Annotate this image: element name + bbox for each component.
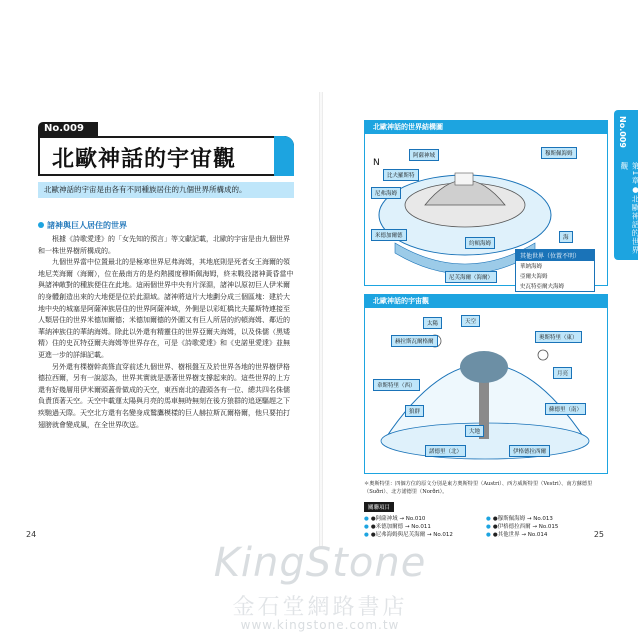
related-items [364,494,608,539]
label-yggdrasil: 伊格德拉西爾 [509,445,550,457]
paragraph: 根據《詩歌愛達》的「女先知的預言」等文獻記載，北歐的宇宙是由九個世界和一株世界樹所構成的。 [38,235,290,255]
other-world-item: 亞爾夫海姆 [520,274,548,280]
label-sun: 太陽 [423,317,442,329]
label-north: 諾德里（北） [425,445,466,457]
other-world-item: 華納海姆 [520,264,543,270]
other-worlds-box [515,249,595,292]
tree-crown [460,351,508,383]
section-heading [38,220,127,231]
section-heading-text: 諸神與巨人居住的世界 [47,221,127,230]
world-structure-figure [364,120,608,290]
left-page [18,92,318,548]
label-asgard: 阿薩神域 [409,149,439,161]
page-title: 北歐神話的宇宙觀 [52,147,237,172]
title-box [38,136,294,176]
other-world-item: 史瓦特亞爾夫海姆 [520,284,565,290]
lead-summary: 北歐神話的宇宙是由各有不同種族居住的九個世界所構成的。 [38,182,294,198]
chapter-side-tab [614,110,638,260]
watermark-url: www.kingstone.com.tw [240,618,400,632]
related-item: ● ●阿薩神域 → No.010 [364,515,486,523]
article-number-tag: No.009 [38,122,98,136]
cosmology-figure [364,294,608,474]
book-gutter [319,92,323,548]
paragraph: 另外還有棵樹幹高聳直穿前述九個世界、樹根盤互及於世界各地的世界樹伊格德拉西爾，另有一說認為，世界其實就是憑著世界樹支撐起來的。這些世界的上方還有好幾層用伊米爾頭蓋骨做成的天空，東西南北的盡頭各有一位、總共四名侏儒負責頂著天空。天空中載運太陽與月亮的馬車無時無刻在後方狼群的追逐驅趕之下疾馳過天際。天空北方還有名變身成鷲鷹模樣的巨人赫拉斯瓦爾格爾，他只要拍打翅膀就會變成風，在全世界吹送。 [38,362,290,429]
related-item: ● ●其他世界 → No.014 [486,531,608,539]
watermark-logo: KingStone [213,540,427,586]
label-earth: 大地 [465,425,484,437]
related-item: ● ●伊格德拉西爾 → No.015 [486,523,608,531]
label-west: 韋斯特里（西） [373,379,420,391]
label-jotunheim: 約頓海姆 [465,237,495,249]
label-muspelheim: 穆斯佩海姆 [541,147,577,159]
moon-icon [538,350,548,360]
related-item: ● ●尼弗海姆與尼芙海爾 → No.012 [364,531,486,539]
related-list [364,515,608,539]
label-hraesvelgr: 赫拉斯瓦爾格爾 [391,335,438,347]
label-sea: 海 [559,231,573,243]
related-item: ● ●米德加爾德 → No.011 [364,523,486,531]
label-east: 奧斯特里（東） [535,331,582,343]
label-niflhel: 尼芙海爾（海爾） [445,271,497,283]
bullet-icon [38,222,44,228]
title-accent [274,136,294,176]
label-south: 蘇德里（南） [545,403,586,415]
figure-title: 北歐神話的世界結構圖 [365,121,607,134]
label-wolves: 狼群 [405,405,424,417]
page-number-left: 24 [26,530,37,539]
label-bifrost: 比夫羅斯特 [383,169,419,181]
related-heading: 關聯項目 [364,502,394,512]
label-niflheim: 尼弗海姆 [371,187,401,199]
side-tab-number: No.009 [618,116,627,148]
asgard-castle [455,173,473,185]
other-worlds-title: 其他世界（位置不明） [516,250,594,261]
watermark-store-name: 金石堂網路書店 [232,595,408,620]
right-page [324,92,640,548]
related-item: ● ●穆斯佩海姆 → No.013 [486,515,608,523]
page-number-right: 25 [593,530,604,539]
book-spread [18,92,640,548]
label-sky: 天空 [461,315,480,327]
paragraph: 九個世界當中位置最北的是極寒世界尼弗海姆，其地底則是死者女王海爾的領地尼芙海爾（海爾），位在最南方的是灼熱國度穆斯佩海姆，終末戰役諸神黃昏當中與諸神敵對的種族便住在此地。這兩個世界中央有片深淵，諸神以原初巨人伊米爾的身體創造出來的大地便是位於此淵域。諸神將這片大地劃分成三個區塊：建於大地中央的城塞是阿薩神族居住的世界阿薩神域，外側是以彩虹橋比夫羅斯特連接至人類居住的世界米德加爾德；米德加爾德的外圍又有巨人所居的約頓海姆、鄰近的華納神族住的華納海姆。除此以外還有精靈住的世界亞爾夫海姆，以及侏儒（黑矮精）住的史瓦特亞爾夫海姆等世界存在，可是《詩歌愛達》和《史諾里愛達》並無更進一步的詳細記載。 [38,258,294,359]
north-marker: N [373,158,380,168]
label-midgard: 米德加爾德 [371,229,407,241]
figure-footnote: ＊奧斯特里：四個方位的原文分別是東方奧斯特里（Austri）、西方威斯特里（Vestri）、南方蘇德里（Suðri）、北方諾德里（Norðri）。 [364,481,593,495]
body-text [38,234,294,431]
side-tab-chapter: 第1章●北歐神話的世界觀 [620,162,640,255]
figure-title: 北歐神話的宇宙觀 [365,295,607,308]
label-moon: 月亮 [553,367,572,379]
